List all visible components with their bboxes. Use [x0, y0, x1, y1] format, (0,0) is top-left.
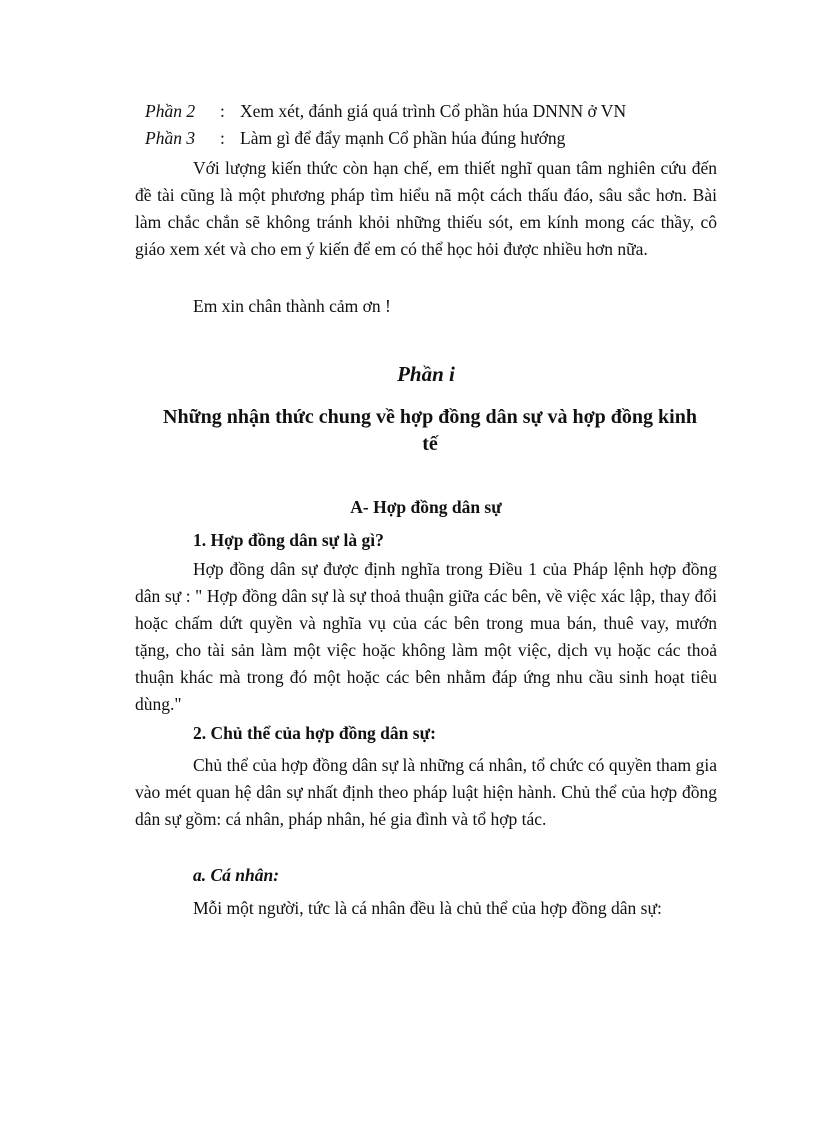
- part-3-label: Phần 3: [145, 128, 196, 148]
- a-paragraph: Mỗi một người, tức là cá nhân đều là chủ thể của hợp đồng dân sự:: [193, 898, 662, 918]
- part-3-text: Làm gì để đẩy mạnh Cổ phần húa đúng hướng: [240, 128, 566, 148]
- intro-paragraph: Với lượng kiến thức còn hạn chế, em thiết nghĩ quan tâm nghiên cứu đến đề tài cũng là một phương pháp tìm hiểu nã một cách thấu đáo, sâu sắc hơn. Bài làm chắc chắn sẽ không tránh khỏi những thiếu sót, em kính mong các thầy, cô giáo xem xét và cho em ý kiến để em có thể học hỏi được nhiều hơn nữa.: [135, 158, 717, 259]
- q2-paragraph: Chủ thể của hợp đồng dân sự là những cá nhân, tổ chức có quyền tham gia vào mét quan hệ dân sự nhất định theo pháp luật hiện hành. Chủ thể của hợp đồng dân sự gồm: cá nhân, pháp nhân, hé gia đình và tổ hợp tác.: [135, 755, 717, 829]
- part-2-label: Phần 2: [145, 101, 196, 121]
- part-3-line: [145, 125, 565, 151]
- part-title: Phần i: [397, 362, 455, 386]
- q2-heading: 2. Chủ thể của hợp đồng dân sự:: [193, 723, 436, 743]
- q1-paragraph: Hợp đồng dân sự được định nghĩa trong Điều 1 của Pháp lệnh hợp đồng dân sự : " Hợp đồng dân sự là sự thoả thuận giữa các bên, về việc xác lập, thay đổi hoặc chấm dứt quyền và nghĩa vụ của các bên trong mua bán, thuê vay, mướn tặng, cho tài sản làm một việc hoặc không làm một việc, dịch vụ hoặc các thoả thuận khác mà trong đó một hoặc các bên nhằm đáp ứng nhu cầu sinh hoạt tiêu dùng.": [135, 559, 717, 714]
- part-3-colon: :: [220, 128, 225, 148]
- part-heading: Những nhận thức chung về hợp đồng dân sự và hợp đồng kinh tế: [163, 406, 697, 455]
- part-2-line: [145, 98, 626, 124]
- q1-heading: 1. Hợp đồng dân sự là gì?: [193, 530, 384, 550]
- thanks-line: Em xin chân thành cảm ơn !: [193, 296, 391, 316]
- part-2-colon: :: [220, 101, 225, 121]
- section-a-heading: A- Hợp đồng dân sự: [350, 497, 502, 517]
- a-heading: a. Cá nhân:: [193, 865, 280, 885]
- part-2-text: Xem xét, đánh giá quá trình Cổ phần húa DNNN ở VN: [240, 101, 627, 121]
